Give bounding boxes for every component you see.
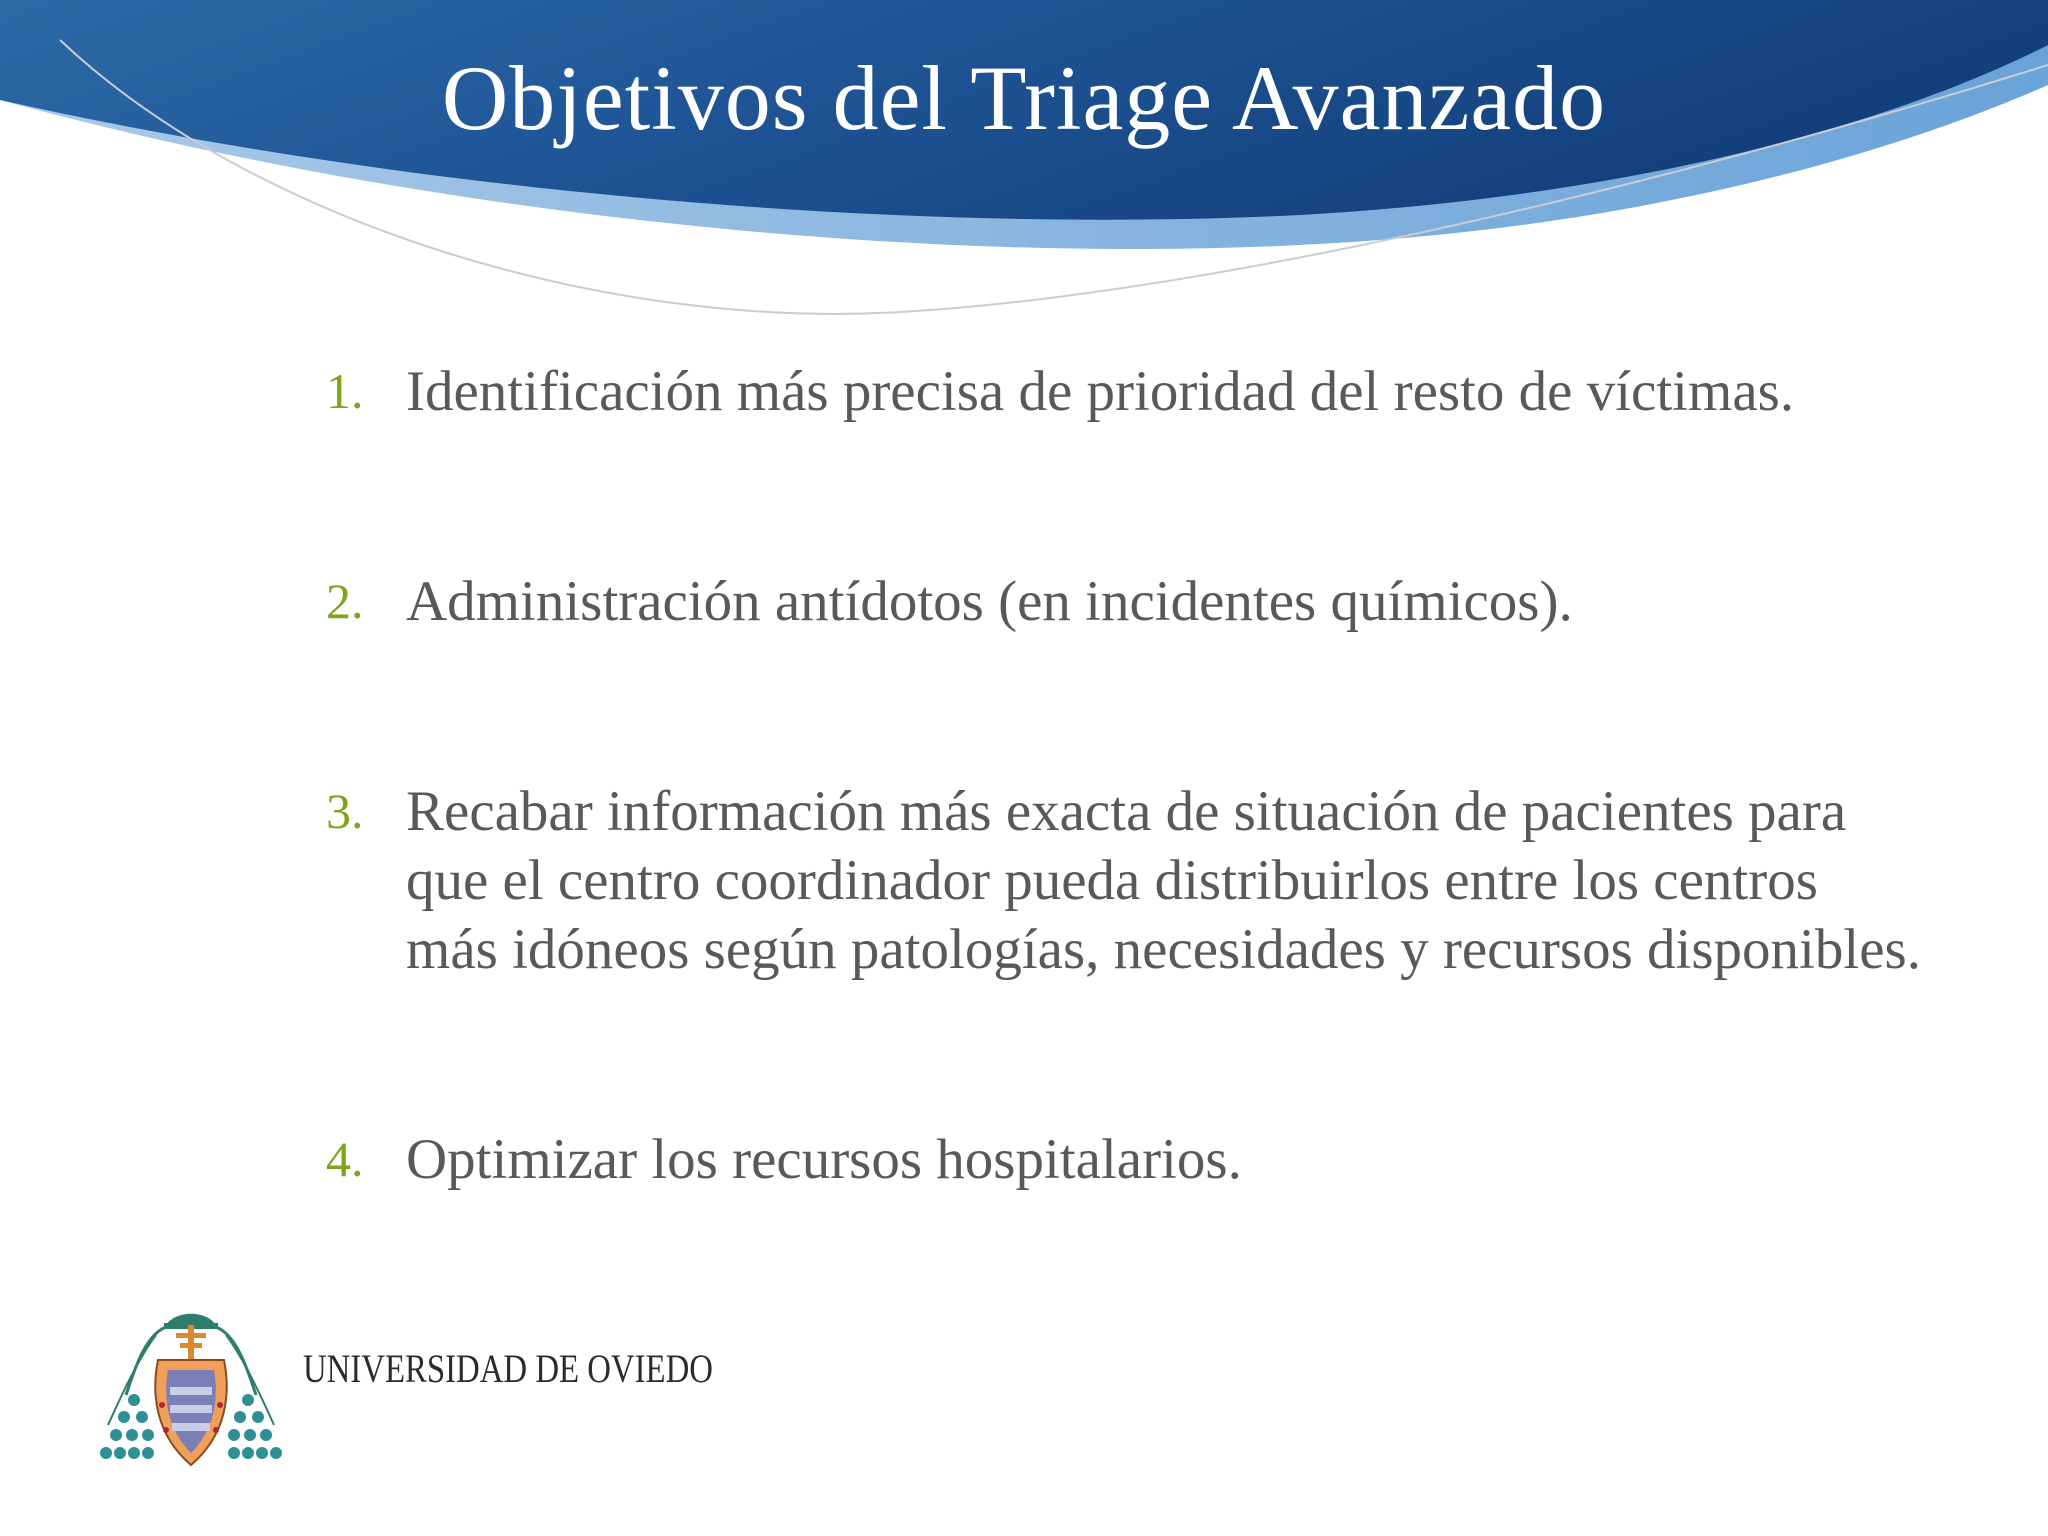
- list-item-line: Recabar información más exacta de situación de pacientes para: [406, 780, 1847, 843]
- list-item-text: Identificación más precisa de prioridad del resto de víctimas.: [406, 360, 1795, 423]
- list-item-number: 2.: [326, 573, 364, 629]
- list-item-text: [406, 777, 2026, 984]
- list-item-text: Administración antídotos (en incidentes químicos).: [406, 570, 1573, 633]
- list-item-number: 3.: [326, 783, 364, 839]
- university-crest-logo: [96, 1305, 286, 1475]
- list-item-text: Optimizar los recursos hospitalarios.: [406, 1128, 1242, 1191]
- university-name: UNIVERSIDAD DE OVIEDO: [303, 1346, 713, 1391]
- list-item-number: 1.: [326, 363, 364, 419]
- list-item-line: que el centro coordinador pueda distribuirlos entre los centros: [406, 849, 1818, 912]
- list-item-number: 4.: [326, 1131, 364, 1187]
- list-item-line: más idóneos según patologías, necesidades y recursos disponibles.: [406, 918, 1921, 981]
- slide-title: Objetivos del Triage Avanzado: [441, 47, 1607, 149]
